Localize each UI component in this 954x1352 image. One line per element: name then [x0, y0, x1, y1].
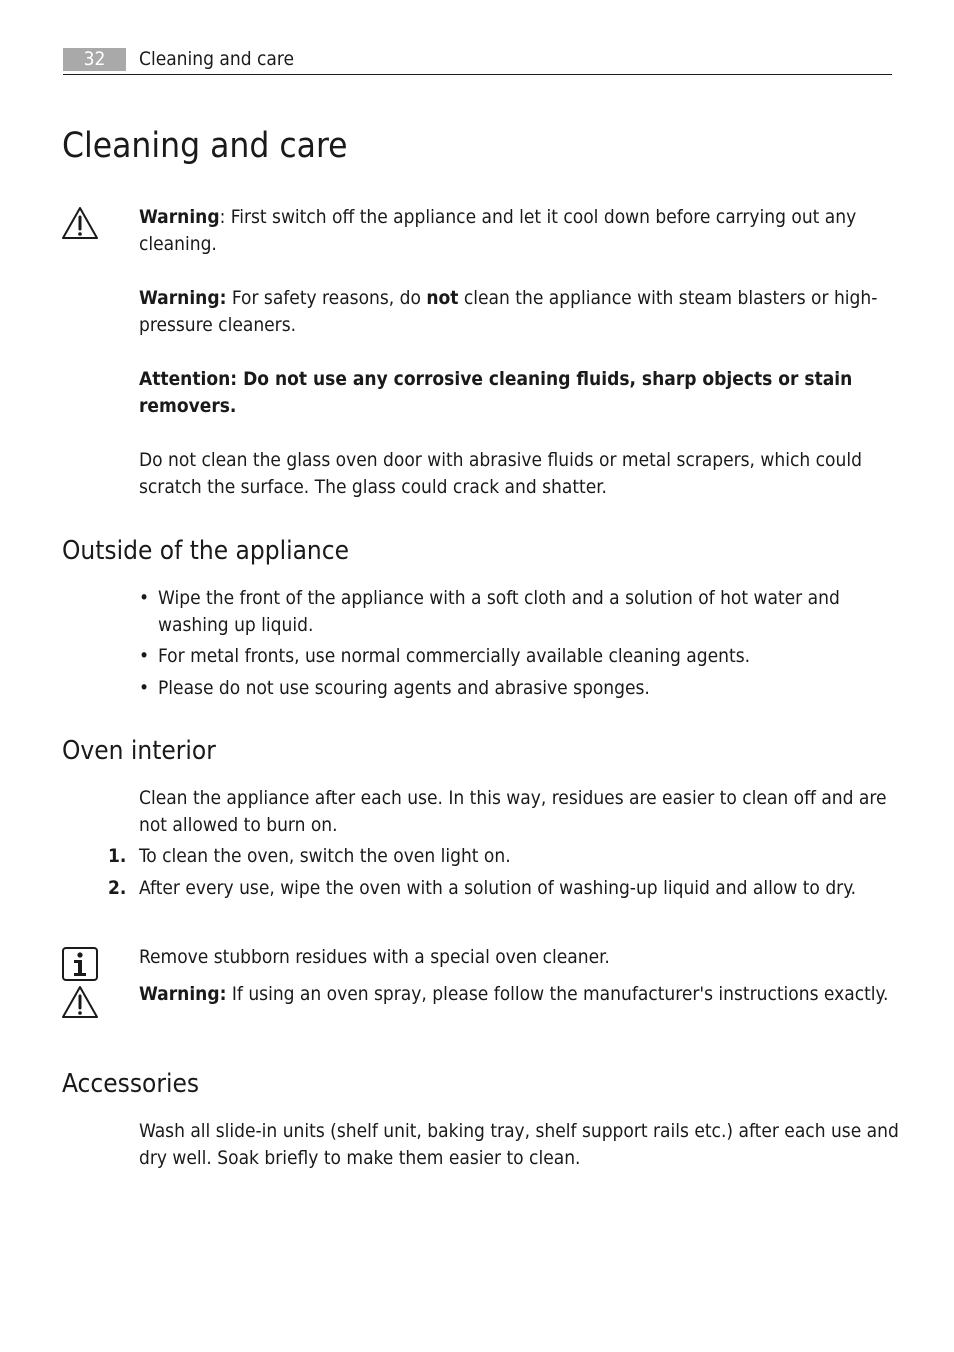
warning-steam-blasters: Warning: For safety reasons, do not clean the appliance with steam blasters or high-pressure cleaners. [139, 287, 878, 336]
step-text: After every use, wipe the oven with a solution of washing-up liquid and allow to dry. [139, 877, 857, 899]
page-title: Cleaning and care [62, 126, 348, 166]
interior-intro: Clean the appliance after each use. In this way, residues are easier to clean off and are not allowed to burn on. [139, 787, 887, 836]
step-number: 1. [108, 845, 127, 867]
warning-label: Warning: [139, 983, 227, 1005]
attention-note: Attention: Do not use any corrosive cleaning fluids, sharp objects or stain removers. [139, 368, 853, 417]
warning-oven-spray: Warning: If using an oven spray, please follow the manufacturer's instructions exactly. [139, 983, 889, 1005]
warning-label: Warning [139, 206, 220, 228]
warning-cool-down: Warning: First switch off the appliance and let it cool down before carrying out any cleaning. [139, 206, 857, 255]
list-item: • Wipe the front of the appliance with a soft cloth and a solution of hot water and washing up liquid. [139, 587, 840, 636]
info-icon [61, 946, 99, 982]
section-heading-accessories: Accessories [62, 1069, 200, 1099]
warning-triangle-icon [61, 205, 99, 241]
bullet-icon: • [139, 677, 150, 699]
section-heading-outside: Outside of the appliance [62, 536, 350, 566]
header-rule [63, 74, 892, 75]
list-item: • Please do not use scouring agents and abrasive sponges. [139, 675, 899, 702]
page-number: 32 [83, 48, 106, 70]
bullet-icon: • [139, 645, 150, 667]
warning-label: Warning: [139, 287, 227, 309]
warning-triangle-icon [61, 984, 99, 1020]
section-heading-interior: Oven interior [62, 736, 216, 766]
info-oven-cleaner: Remove stubborn residues with a special oven cleaner. [139, 946, 610, 968]
glass-door-note: Do not clean the glass oven door with abrasive fluids or metal scrapers, which could scratch the surface. The glass could crack and shatter. [139, 449, 862, 498]
step-text: To clean the oven, switch the oven light on. [139, 845, 511, 867]
list-item: • For metal fronts, use normal commercially available cleaning agents. [139, 643, 899, 670]
running-title: Cleaning and care [139, 48, 294, 70]
bullet-icon: • [139, 587, 150, 609]
step-number: 2. [108, 877, 127, 899]
accessories-text: Wash all slide-in units (shelf unit, baking tray, shelf support rails etc.) after each use and dry well. Soak briefly to make them easier to clean. [139, 1120, 899, 1169]
